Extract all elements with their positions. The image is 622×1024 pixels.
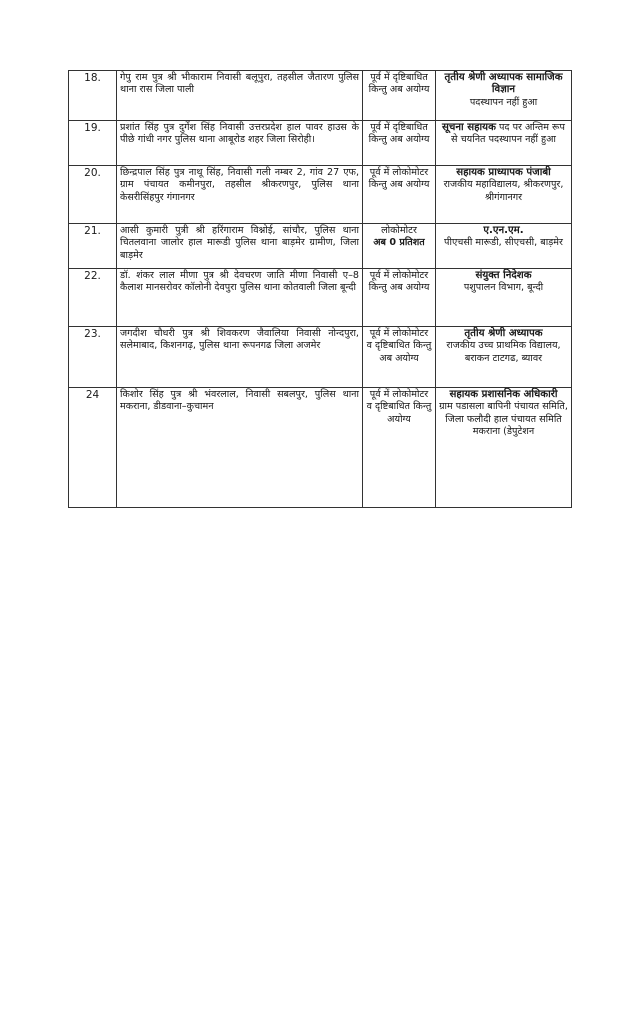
person-details: किशोर सिंह पुत्र श्री भंवरलाल, निवासी सबलपुर, पुलिस थाना मकराना, डीडवाना–कुचामन: [117, 388, 363, 508]
post-cell: [436, 388, 572, 508]
serial-number: 21.: [69, 224, 117, 269]
records-table: [68, 70, 572, 508]
post-title: ए.एन.एम.: [483, 225, 524, 236]
post-cell: [436, 269, 572, 327]
disability-status: पूर्व में लोकोमोटर व दृष्टिबाधित किन्तु अयोग्य: [363, 388, 436, 508]
post-title: तृतीय श्रेणी अध्यापक सामाजिक विज्ञान: [444, 72, 563, 96]
post-cell: [436, 121, 572, 166]
post-detail: पीएचसी मारूडी, सीएचसी, बाड़मेर: [444, 237, 563, 249]
disability-status: पूर्व में लोकोमोटर किन्तु अब अयोग्य: [363, 166, 436, 224]
table-row: [69, 269, 572, 327]
person-details: डॉ. शंकर लाल मीणा पुत्र श्री देवचरण जाति मीणा निवासी ए–8 कैलाश मानसरोवर कॉलोनी देवपुरा पुलिस थाना कोतवाली जिला बून्दी: [117, 269, 363, 327]
disability-status: पूर्व में दृष्टिबाधित किन्तु अब अयोग्य: [363, 121, 436, 166]
post-title: सहायक प्रशासनिक अधिकारी: [449, 389, 558, 400]
serial-number: 24: [69, 388, 117, 508]
table-row: [69, 224, 572, 269]
person-details: छिन्द्रपाल सिंह पुत्र नाथू सिंह, निवासी गली नम्बर 2, गांव 27 एफ, ग्राम पंचायत कमीनपुरा, तहसील श्रीकरणपुर, पुलिस थाना केसरीसिंहपुर गंगानगर: [117, 166, 363, 224]
serial-number: 19.: [69, 121, 117, 166]
post-detail: राजकीय उच्च प्राथमिक विद्यालय, बराकन टाटगढ, ब्यावर: [446, 340, 561, 364]
post-detail: पद पर अन्तिम रूप से चयनित पदस्थापन नहीं हुआ: [451, 122, 565, 146]
disability-status: पूर्व में लोकोमोटर किन्तु अब अयोग्य: [363, 269, 436, 327]
post-cell: [436, 166, 572, 224]
disability-status: लोकोमोटर: [381, 225, 417, 236]
disability-percent: अब 0 प्रतिशत: [373, 237, 425, 249]
post-title: तृतीय श्रेणी अध्यापक: [464, 328, 543, 339]
post-title: सूचना सहायक: [442, 122, 496, 133]
post-detail: राजकीय महाविद्यालय, श्रीकरणपुर, श्रीगंगानगर: [443, 179, 564, 203]
person-details: गेपु राम पुत्र श्री भीकाराम निवासी बलूपुरा, तहसील जैतारण पुलिस थाना रास जिला पाली: [117, 71, 363, 121]
serial-number: 18.: [69, 71, 117, 121]
disability-status: पूर्व में लोकोमोटर व दृष्टिबाधित किन्तु अब अयोग्य: [363, 327, 436, 388]
table-row: [69, 166, 572, 224]
post-title: संयुक्त निदेशक: [475, 270, 532, 281]
serial-number: 23.: [69, 327, 117, 388]
post-cell: [436, 327, 572, 388]
disability-status-cell: [363, 224, 436, 269]
person-details: जगदीश चौधरी पुत्र श्री शिवकरण जैवालिया निवासी नोन्दपुरा, सलेमाबाद, किशनगढ़, पुलिस थाना रूपनगढ जिला अजमेर: [117, 327, 363, 388]
person-details: प्रशांत सिंह पुत्र दुर्गेश सिंह निवासी उत्तरप्रदेश हाल पावर हाउस के पीछे गांधी नगर पुलिस थाना आबूरोड शहर जिला सिरोही।: [117, 121, 363, 166]
disability-status: पूर्व में दृष्टिबाधित किन्तु अब अयोग्य: [363, 71, 436, 121]
post-detail: पशुपालन विभाग, बून्दी: [463, 282, 544, 294]
table-row: [69, 327, 572, 388]
serial-number: 20.: [69, 166, 117, 224]
table-row: [69, 121, 572, 166]
table-row: [69, 71, 572, 121]
post-detail: ग्राम पडासला बापिनी पंचायत समिति, जिला फलौदी हाल पंचायत समिति मकराना (डेपुटेशन: [439, 401, 568, 438]
post-title: सहायक प्राध्यापक पंजाबी: [456, 167, 551, 178]
post-cell: [436, 224, 572, 269]
person-details: आसी कुमारी पुत्री श्री हरिंगाराम विश्नोई, सांचौर, पुलिस थाना चितलवाना जालोर हाल मारूडी पुलिस थाना बाड़मेर ग्रामीण, जिला बाड़मेर: [117, 224, 363, 269]
post-detail: पदस्थापन नहीं हुआ: [469, 96, 538, 108]
table-row: [69, 388, 572, 508]
serial-number: 22.: [69, 269, 117, 327]
post-cell: [436, 71, 572, 121]
